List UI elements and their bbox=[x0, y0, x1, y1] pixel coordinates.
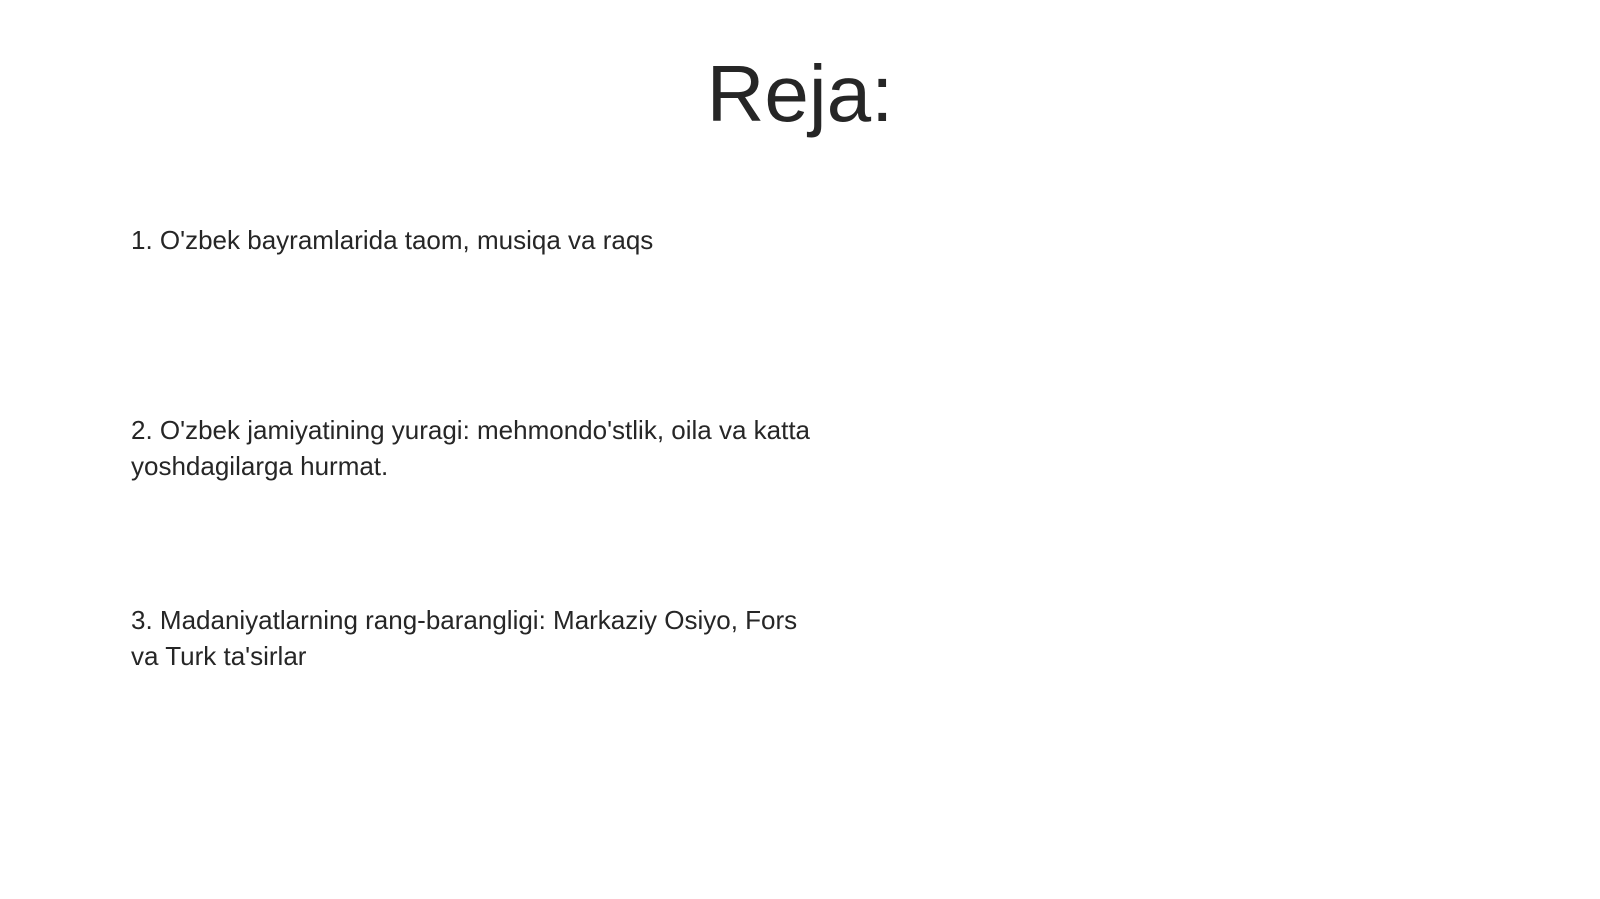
plan-item-1: 1. O'zbek bayramlarida taom, musiqa va raqs bbox=[131, 225, 654, 255]
plan-item-2: 2. O'zbek jamiyatining yuragi: mehmondo'stlik, oila va katta yoshdagilarga hurmat. bbox=[131, 415, 811, 481]
plan-item-3: 3. Madaniyatlarning rang-barangligi: Markaziy Osiyo, Fors va Turk ta'sirlar bbox=[131, 605, 798, 671]
slide-title: Reja: bbox=[706, 49, 894, 138]
